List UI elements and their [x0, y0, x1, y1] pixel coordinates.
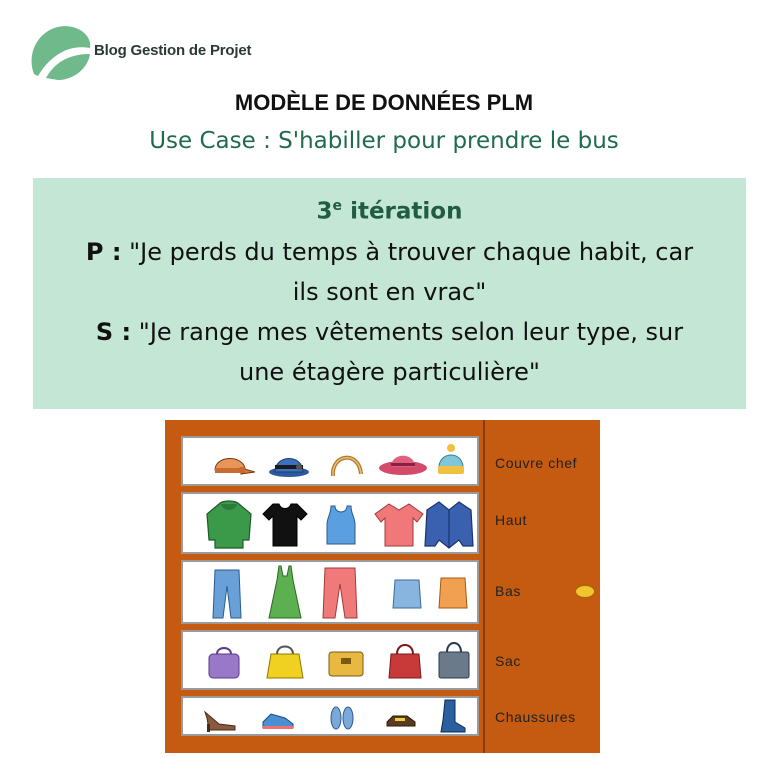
tote-bag-icon [439, 643, 469, 678]
red-bag-icon [389, 645, 421, 678]
sneaker-icon [263, 714, 293, 729]
solution-line-2: une étagère particulière" [239, 358, 540, 386]
headband-icon [333, 458, 361, 476]
dress-icon [269, 566, 301, 618]
denim-skirt-icon [393, 580, 421, 608]
jeans-icon [213, 570, 241, 618]
blog-logo[interactable] [28, 24, 368, 84]
page-title: MODÈLE DE DONNÉES PLM [234, 90, 534, 115]
row-label-bags: Sac [495, 653, 521, 669]
row-label-bottoms: Bas [495, 583, 521, 599]
shelf-knob[interactable] [575, 585, 595, 598]
shelf-row-tops[interactable] [181, 492, 479, 554]
iteration-panel [33, 178, 746, 409]
jacket-icon [425, 502, 473, 548]
row-label-shoes: Chaussures [495, 709, 576, 725]
page-subtitle: Use Case : S'habiller pour prendre le bus [149, 128, 619, 154]
shelf-row-shoes[interactable] [181, 696, 479, 736]
problem-line-2: ils sont en vrac" [292, 278, 487, 306]
brand-name: Blog Gestion de Projet [94, 42, 252, 59]
leaf-logo-icon [28, 24, 92, 82]
row-label-tops: Haut [495, 512, 527, 528]
beanie-icon [438, 444, 464, 474]
satchel-icon [329, 652, 363, 676]
shelf-row-bottoms[interactable] [181, 560, 479, 624]
bowler-hat-icon [269, 459, 309, 478]
blouse-icon [375, 504, 423, 546]
skirt-icon [439, 578, 467, 608]
boot-icon [441, 700, 465, 732]
sun-hat-icon [379, 456, 427, 475]
shelf-row-headwear[interactable] [181, 436, 479, 486]
row-label-headwear: Couvre chef [495, 455, 578, 471]
pants-icon [323, 568, 357, 618]
cap-icon [215, 458, 255, 474]
flip-flops-icon [331, 707, 353, 729]
heel-icon [205, 712, 235, 732]
yellow-bag-icon [267, 647, 303, 679]
solution-line-1: S : "Je range mes vêtements selon leur type, sur [95, 318, 684, 346]
loafer-icon [387, 716, 415, 726]
shelf-row-bags[interactable] [181, 630, 479, 690]
hoodie-icon [207, 501, 251, 548]
problem-line-1: P : "Je perds du temps à trouver chaque habit, car [85, 238, 694, 266]
wardrobe-shelf [165, 420, 600, 753]
tshirt-icon [263, 504, 307, 546]
quilted-bag-icon [209, 648, 239, 678]
shelf-divider [483, 420, 485, 753]
iteration-heading: 3e itération [316, 198, 463, 225]
tank-top-icon [327, 506, 355, 544]
